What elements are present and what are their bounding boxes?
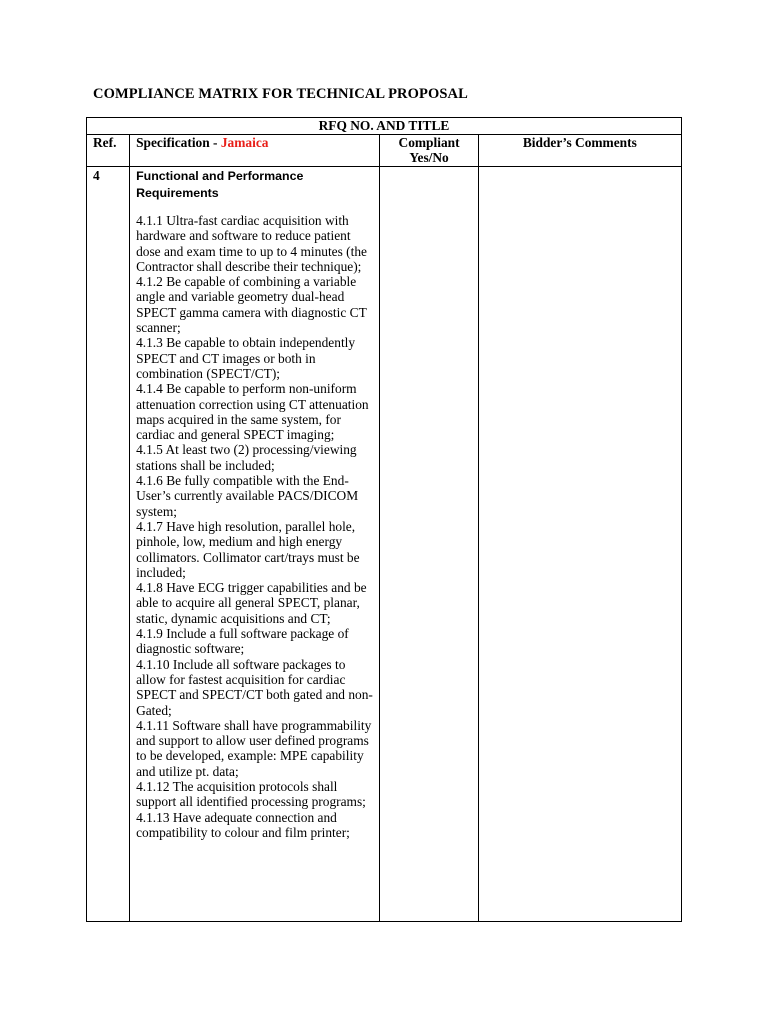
ref-column-header: Ref.: [87, 135, 130, 167]
specification-column-header: [130, 135, 380, 167]
section-title-line: Functional and Performance: [136, 169, 304, 183]
column-header-row: [87, 135, 682, 167]
section-title-line: Requirements: [136, 186, 219, 200]
page-title: COMPLIANCE MATRIX FOR TECHNICAL PROPOSAL: [93, 86, 468, 102]
comments-cell[interactable]: [478, 167, 681, 922]
spec-item: 4.1.6 Be fully compatible with the End-User’s currently available PACS/DICOM system;: [136, 473, 359, 519]
compliance-matrix-table: [86, 117, 682, 922]
spec-item: 4.1.4 Be capable to perform non-uniform attenuation correction using CT attenuation maps acquired in the same system, for cardiac and general SPECT imaging;: [136, 381, 369, 443]
spec-item: 4.1.10 Include all software packages to allow for fastest acquisition for cardiac SPECT and SPECT/CT both gated and non-Gated;: [136, 656, 373, 718]
table-row: [87, 167, 682, 922]
rfq-header: RFQ NO. AND TITLE: [87, 118, 682, 135]
ref-cell: 4: [87, 167, 130, 922]
spec-item: 4.1.9 Include a full software package of diagnostic software;: [136, 626, 349, 657]
rfq-header-row: [87, 118, 682, 135]
compliant-cell[interactable]: [380, 167, 478, 922]
spec-item: 4.1.11 Software shall have programmability and support to allow user defined programs to be developed, example: MPE capability and utilize pt. data;: [136, 717, 372, 779]
compliant-label: Compliant: [398, 135, 460, 150]
spec-item: 4.1.12 The acquisition protocols shall support all identified processing programs;: [136, 778, 366, 810]
spec-item: 4.1.1 Ultra-fast cardiac acquisition with hardware and software to reduce patient dose and exam time to up to 4 minutes (the Contractor shall describe their technique);: [136, 213, 368, 274]
spec-item: 4.1.2 Be capable of combining a variable angle and variable geometry dual-head SPECT gamma camera with diagnostic CT scanner;: [136, 274, 367, 336]
section-title: [136, 168, 375, 202]
spec-item: 4.1.3 Be capable to obtain independently SPECT and CT images or both in combination (SPECT/CT);: [136, 335, 356, 381]
compliant-column-header: [380, 135, 478, 167]
spec-item: 4.1.8 Have ECG trigger capabilities and be able to acquire all general SPECT, planar, static, dynamic acquisitions and CT;: [136, 580, 367, 626]
spec-item: 4.1.5 At least two (2) processing/viewing stations shall be included;: [136, 442, 357, 473]
yes-no-label: Yes/No: [409, 150, 449, 166]
specification-cell: [130, 167, 380, 922]
country-label: Jamaica: [220, 135, 269, 150]
spec-item: 4.1.13 Have adequate connection and compatibility to colour and film printer;: [136, 809, 350, 840]
spec-item: 4.1.7 Have high resolution, parallel hole, pinhole, low, medium and high energy collimators. Collimator cart/trays must be included;: [136, 518, 360, 580]
comments-column-header: Bidder’s Comments: [478, 135, 681, 167]
specification-label: Specification -: [136, 135, 221, 150]
